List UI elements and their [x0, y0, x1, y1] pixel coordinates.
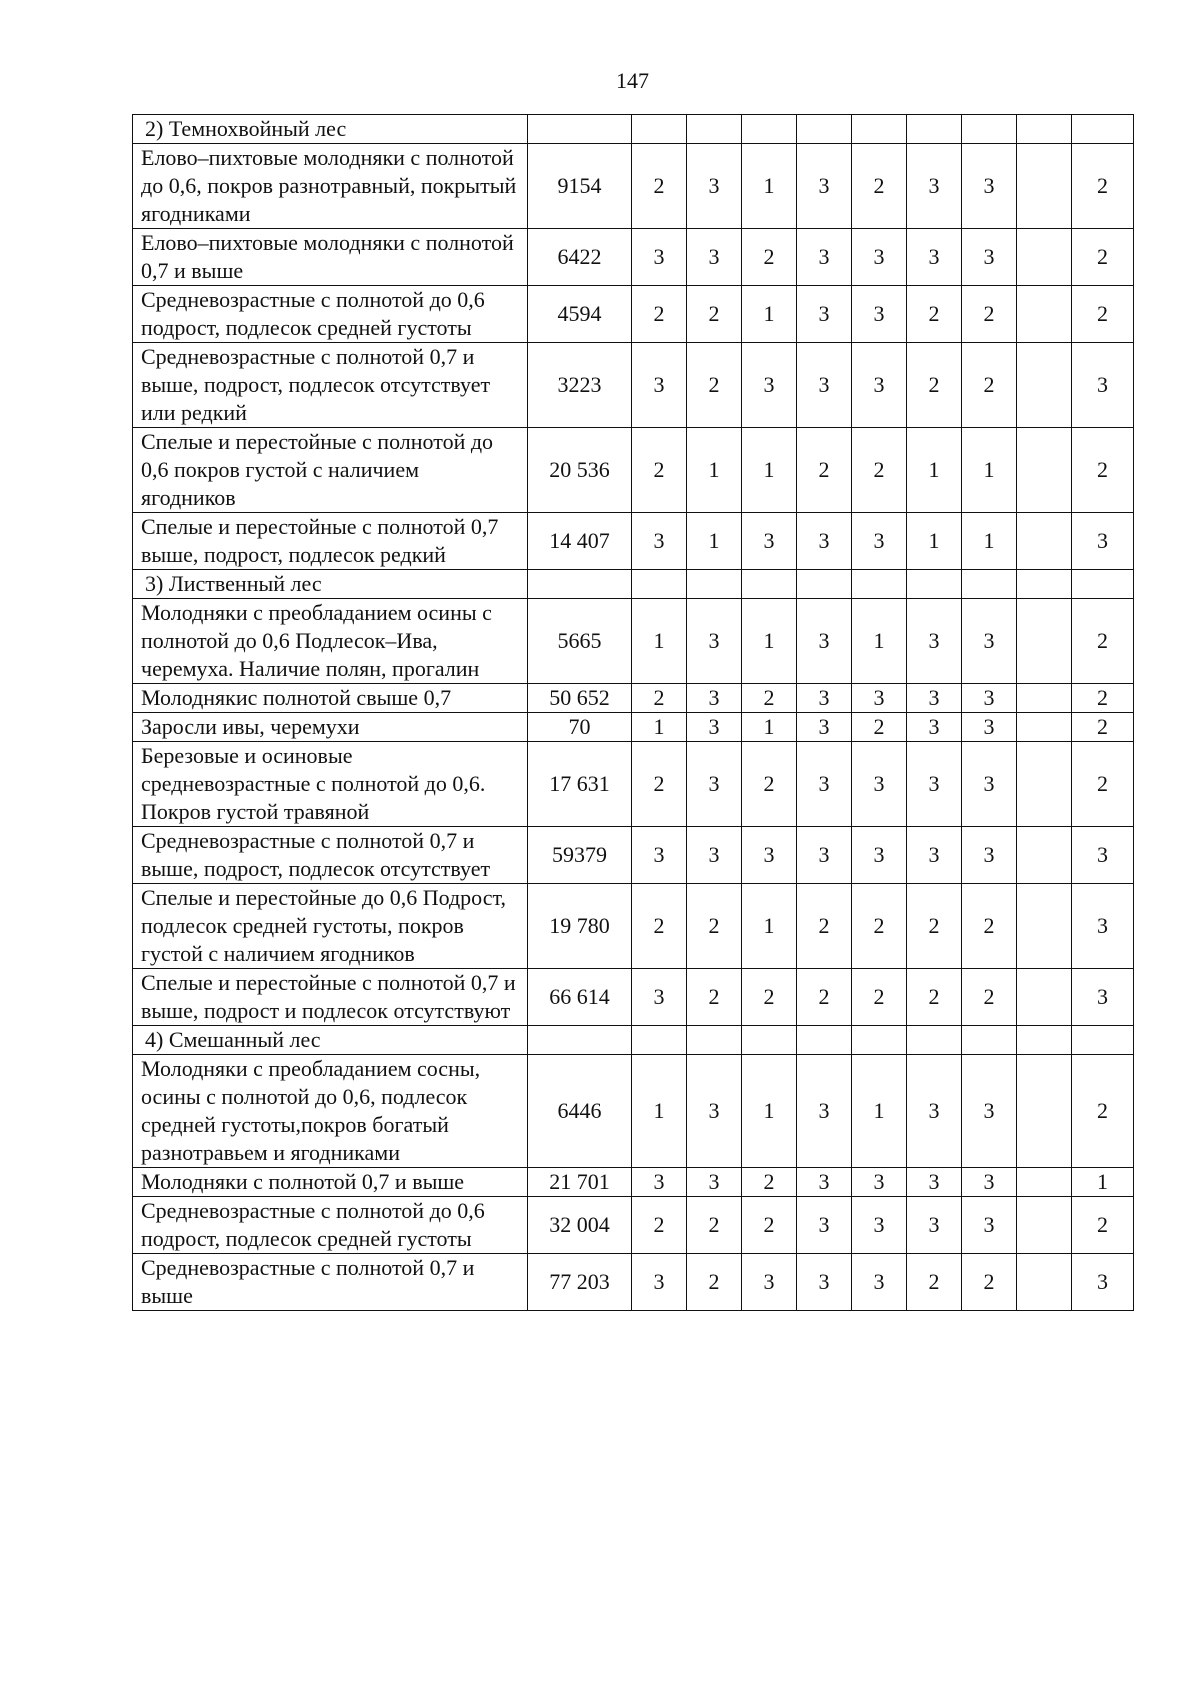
score-cell: 1 [1072, 1168, 1134, 1197]
score-cell: 1 [632, 599, 687, 684]
score-cell [1017, 742, 1072, 827]
score-cell: 3 [962, 684, 1017, 713]
score-cell: 3 [797, 1055, 852, 1168]
score-cell: 2 [687, 969, 742, 1026]
score-cell: 3 [742, 513, 797, 570]
score-cell: 1 [742, 599, 797, 684]
score-cell: 3 [852, 343, 907, 428]
section-label: 2) Темнохвойный лес [133, 115, 528, 144]
score-cell: 3 [962, 144, 1017, 229]
score-cell: 2 [742, 229, 797, 286]
score-cell: 2 [687, 1254, 742, 1311]
score-cell: 3 [852, 229, 907, 286]
score-cell: 3 [687, 713, 742, 742]
score-cell: 3 [742, 827, 797, 884]
score-cell: 3 [852, 1197, 907, 1254]
score-cell: 3 [907, 229, 962, 286]
section-label: 3) Лиственный лес [133, 570, 528, 599]
score-cell: 3 [907, 144, 962, 229]
score-cell: 3 [1072, 884, 1134, 969]
table-row [133, 969, 1134, 1026]
score-cell: 3 [687, 229, 742, 286]
score-cell: 2 [632, 144, 687, 229]
empty-cell [1017, 115, 1072, 144]
empty-cell [907, 1026, 962, 1055]
score-cell: 1 [907, 513, 962, 570]
score-cell: 2 [962, 969, 1017, 1026]
score-cell: 3 [907, 1168, 962, 1197]
area-cell: 50 652 [528, 684, 632, 713]
forest-type-cell: Елово–пихтовые молодняки с полнотой 0,7 и выше [133, 229, 528, 286]
table-row [133, 229, 1134, 286]
score-cell: 3 [1072, 513, 1134, 570]
score-cell: 3 [687, 599, 742, 684]
empty-cell [962, 1026, 1017, 1055]
score-cell: 2 [742, 1168, 797, 1197]
score-cell: 2 [907, 884, 962, 969]
area-cell: 5665 [528, 599, 632, 684]
score-cell: 3 [852, 513, 907, 570]
score-cell: 2 [1072, 428, 1134, 513]
empty-cell [632, 1026, 687, 1055]
area-cell: 77 203 [528, 1254, 632, 1311]
score-cell: 2 [852, 713, 907, 742]
score-cell: 3 [797, 1254, 852, 1311]
table-row [133, 286, 1134, 343]
score-cell: 2 [962, 884, 1017, 969]
score-cell [1017, 428, 1072, 513]
score-cell: 1 [852, 599, 907, 684]
score-cell: 1 [742, 144, 797, 229]
score-cell: 3 [1072, 343, 1134, 428]
table-row [133, 513, 1134, 570]
score-cell: 3 [742, 1254, 797, 1311]
score-cell: 3 [1072, 827, 1134, 884]
empty-cell [632, 570, 687, 599]
section-header-row [133, 570, 1134, 599]
score-cell [1017, 229, 1072, 286]
empty-cell [962, 570, 1017, 599]
score-cell: 2 [852, 144, 907, 229]
empty-cell [1072, 1026, 1134, 1055]
score-cell: 1 [742, 884, 797, 969]
page-number: 147 [616, 68, 649, 93]
empty-cell [962, 115, 1017, 144]
section-header-row [133, 115, 1134, 144]
score-cell: 1 [852, 1055, 907, 1168]
score-cell: 3 [687, 827, 742, 884]
score-cell: 1 [632, 713, 687, 742]
score-cell: 2 [632, 742, 687, 827]
section-header-row [133, 1026, 1134, 1055]
score-cell: 2 [907, 969, 962, 1026]
score-cell [1017, 1168, 1072, 1197]
score-cell: 3 [797, 713, 852, 742]
forest-type-cell: Спелые и перестойные до 0,6 Подрост, подлесок средней густоты, покров густой с наличием ягодников [133, 884, 528, 969]
score-cell: 1 [742, 713, 797, 742]
score-cell: 2 [852, 969, 907, 1026]
score-cell: 3 [962, 1055, 1017, 1168]
table-row [133, 599, 1134, 684]
score-cell: 1 [962, 428, 1017, 513]
score-cell: 3 [962, 229, 1017, 286]
empty-cell [528, 570, 632, 599]
score-cell: 3 [797, 144, 852, 229]
table-row [133, 884, 1134, 969]
area-cell: 14 407 [528, 513, 632, 570]
table-row [133, 144, 1134, 229]
table-row [133, 742, 1134, 827]
score-cell: 2 [742, 969, 797, 1026]
score-cell: 2 [962, 286, 1017, 343]
area-cell: 4594 [528, 286, 632, 343]
score-cell: 2 [632, 286, 687, 343]
table-row [133, 428, 1134, 513]
score-cell: 2 [797, 428, 852, 513]
section-label: 4) Смешанный лес [133, 1026, 528, 1055]
score-cell: 1 [742, 428, 797, 513]
table-row [133, 1197, 1134, 1254]
score-cell: 1 [742, 1055, 797, 1168]
score-cell: 3 [907, 599, 962, 684]
score-cell: 3 [632, 827, 687, 884]
area-cell: 19 780 [528, 884, 632, 969]
score-cell: 3 [797, 343, 852, 428]
empty-cell [742, 115, 797, 144]
score-cell: 2 [687, 286, 742, 343]
forest-type-cell: Молоднякис полнотой свыше 0,7 [133, 684, 528, 713]
score-cell: 1 [687, 428, 742, 513]
score-cell [1017, 713, 1072, 742]
score-cell [1017, 1197, 1072, 1254]
score-cell: 3 [687, 684, 742, 713]
score-cell: 3 [797, 599, 852, 684]
score-cell: 3 [797, 513, 852, 570]
score-cell: 2 [852, 428, 907, 513]
score-cell: 3 [797, 1197, 852, 1254]
score-cell: 2 [632, 1197, 687, 1254]
forest-type-cell: Средневозрастные с полнотой 0,7 и выше, подрост, подлесок отсутствует [133, 827, 528, 884]
score-cell: 3 [907, 1197, 962, 1254]
area-cell: 59379 [528, 827, 632, 884]
empty-cell [528, 1026, 632, 1055]
score-cell: 3 [962, 713, 1017, 742]
table-row [133, 1254, 1134, 1311]
score-cell: 2 [907, 1254, 962, 1311]
score-cell: 1 [687, 513, 742, 570]
area-cell: 17 631 [528, 742, 632, 827]
empty-cell [687, 115, 742, 144]
score-cell: 3 [962, 1168, 1017, 1197]
empty-cell [1017, 1026, 1072, 1055]
table-row [133, 713, 1134, 742]
score-cell: 3 [687, 1168, 742, 1197]
score-cell: 2 [1072, 1055, 1134, 1168]
empty-cell [797, 1026, 852, 1055]
area-cell: 20 536 [528, 428, 632, 513]
score-cell [1017, 286, 1072, 343]
score-cell: 3 [907, 713, 962, 742]
score-cell: 2 [907, 286, 962, 343]
forest-table [132, 114, 1134, 1311]
score-cell: 2 [1072, 286, 1134, 343]
table-row [133, 1055, 1134, 1168]
score-cell: 3 [687, 144, 742, 229]
score-cell: 1 [742, 286, 797, 343]
table-row [133, 343, 1134, 428]
forest-type-cell: Заросли ивы, черемухи [133, 713, 528, 742]
score-cell [1017, 884, 1072, 969]
empty-cell [687, 570, 742, 599]
table-body [133, 115, 1134, 1311]
score-cell: 3 [797, 229, 852, 286]
forest-type-cell: Березовые и осиновые средневозрастные с полнотой до 0,6. Покров густой травяной [133, 742, 528, 827]
score-cell: 3 [1072, 969, 1134, 1026]
score-cell: 3 [907, 742, 962, 827]
score-cell: 2 [687, 1197, 742, 1254]
area-cell: 3223 [528, 343, 632, 428]
area-cell: 70 [528, 713, 632, 742]
empty-cell [852, 570, 907, 599]
score-cell: 3 [907, 1055, 962, 1168]
area-cell: 32 004 [528, 1197, 632, 1254]
score-cell: 3 [742, 343, 797, 428]
score-cell [1017, 827, 1072, 884]
score-cell: 2 [632, 428, 687, 513]
area-cell: 66 614 [528, 969, 632, 1026]
table-row [133, 684, 1134, 713]
score-cell: 3 [852, 827, 907, 884]
score-cell: 3 [797, 827, 852, 884]
table-row [133, 1168, 1134, 1197]
score-cell: 3 [632, 229, 687, 286]
empty-cell [797, 115, 852, 144]
score-cell: 3 [852, 1254, 907, 1311]
forest-type-cell: Средневозрастные с полнотой до 0,6 подрост, подлесок средней густоты [133, 286, 528, 343]
score-cell: 3 [632, 1168, 687, 1197]
score-cell: 2 [1072, 684, 1134, 713]
area-cell: 6446 [528, 1055, 632, 1168]
empty-cell [852, 115, 907, 144]
empty-cell [632, 115, 687, 144]
forest-type-cell: Средневозрастные с полнотой 0,7 и выше [133, 1254, 528, 1311]
score-cell: 2 [632, 884, 687, 969]
score-cell: 2 [742, 1197, 797, 1254]
score-cell [1017, 343, 1072, 428]
score-cell: 3 [632, 343, 687, 428]
score-cell: 2 [742, 684, 797, 713]
score-cell [1017, 969, 1072, 1026]
score-cell: 3 [962, 1197, 1017, 1254]
score-cell: 3 [797, 286, 852, 343]
empty-cell [742, 1026, 797, 1055]
score-cell: 1 [907, 428, 962, 513]
empty-cell [797, 570, 852, 599]
forest-type-cell: Спелые и перестойные с полнотой до 0,6 покров густой с наличием ягодников [133, 428, 528, 513]
score-cell: 3 [797, 684, 852, 713]
score-cell: 3 [797, 742, 852, 827]
score-cell: 2 [1072, 1197, 1134, 1254]
score-cell: 3 [687, 1055, 742, 1168]
forest-type-cell: Молодняки с преобладанием осины с полнотой до 0,6 Подлесок–Ива, черемуха. Наличие полян, прогалин [133, 599, 528, 684]
empty-cell [907, 570, 962, 599]
empty-cell [528, 115, 632, 144]
forest-type-cell: Елово–пихтовые молодняки с полнотой до 0,6, покров разнотравный, покрытый ягодниками [133, 144, 528, 229]
forest-type-cell: Спелые и перестойные с полнотой 0,7 и выше, подрост и подлесок отсутствуют [133, 969, 528, 1026]
score-cell: 2 [797, 969, 852, 1026]
area-cell: 9154 [528, 144, 632, 229]
score-cell: 3 [1072, 1254, 1134, 1311]
score-cell [1017, 684, 1072, 713]
table-row [133, 827, 1134, 884]
score-cell: 2 [687, 343, 742, 428]
score-cell: 3 [632, 1254, 687, 1311]
score-cell: 2 [632, 684, 687, 713]
score-cell: 2 [797, 884, 852, 969]
score-cell: 3 [852, 286, 907, 343]
score-cell: 3 [962, 827, 1017, 884]
score-cell [1017, 1254, 1072, 1311]
score-cell: 3 [687, 742, 742, 827]
score-cell: 2 [907, 343, 962, 428]
score-cell: 3 [852, 742, 907, 827]
score-cell [1017, 1055, 1072, 1168]
area-cell: 21 701 [528, 1168, 632, 1197]
score-cell: 3 [962, 599, 1017, 684]
score-cell: 2 [1072, 229, 1134, 286]
score-cell: 3 [962, 742, 1017, 827]
forest-type-cell: Молодняки с преобладанием сосны, осины с полнотой до 0,6, подлесок средней густоты,покров богатый разнотравьем и ягодниками [133, 1055, 528, 1168]
score-cell: 2 [1072, 742, 1134, 827]
score-cell: 2 [687, 884, 742, 969]
score-cell [1017, 144, 1072, 229]
score-cell: 3 [852, 684, 907, 713]
empty-cell [1017, 570, 1072, 599]
empty-cell [687, 1026, 742, 1055]
forest-type-cell: Спелые и перестойные с полнотой 0,7 выше, подрост, подлесок редкий [133, 513, 528, 570]
score-cell: 2 [962, 343, 1017, 428]
empty-cell [742, 570, 797, 599]
score-cell: 1 [632, 1055, 687, 1168]
score-cell: 3 [632, 513, 687, 570]
score-cell: 3 [907, 827, 962, 884]
forest-type-cell: Средневозрастные с полнотой 0,7 и выше, подрост, подлесок отсутствует или редкий [133, 343, 528, 428]
score-cell: 2 [1072, 599, 1134, 684]
score-cell: 2 [962, 1254, 1017, 1311]
forest-type-cell: Молодняки с полнотой 0,7 и выше [133, 1168, 528, 1197]
score-cell: 2 [1072, 713, 1134, 742]
score-cell: 3 [632, 969, 687, 1026]
score-cell: 2 [1072, 144, 1134, 229]
score-cell: 3 [852, 1168, 907, 1197]
area-cell: 6422 [528, 229, 632, 286]
score-cell: 2 [852, 884, 907, 969]
score-cell: 1 [962, 513, 1017, 570]
forest-type-cell: Средневозрастные с полнотой до 0,6 подрост, подлесок средней густоты [133, 1197, 528, 1254]
score-cell: 2 [742, 742, 797, 827]
score-cell: 3 [797, 1168, 852, 1197]
score-cell [1017, 599, 1072, 684]
empty-cell [1072, 115, 1134, 144]
empty-cell [852, 1026, 907, 1055]
score-cell [1017, 513, 1072, 570]
empty-cell [907, 115, 962, 144]
score-cell: 3 [907, 684, 962, 713]
empty-cell [1072, 570, 1134, 599]
